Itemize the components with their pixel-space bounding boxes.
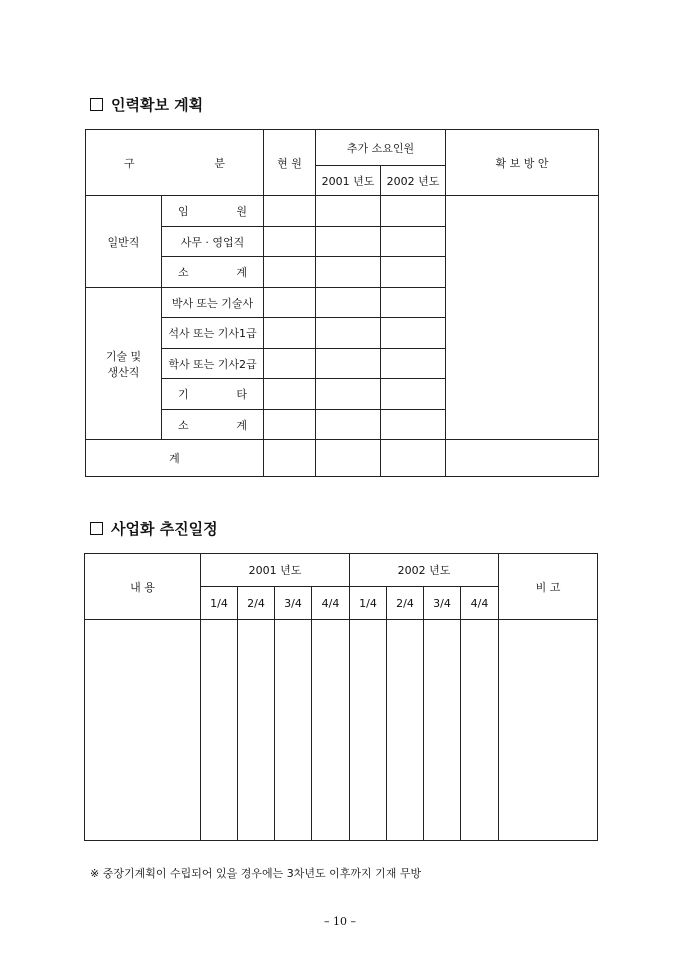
row-label: 소 계 [162,410,264,440]
cell [316,318,381,349]
cell [312,620,350,841]
header-current: 현 원 [264,130,316,196]
header-year-2001: 2001 년도 [316,166,381,196]
cell [316,257,381,288]
header-category: 구 분 [86,130,264,196]
cell [264,379,316,410]
cell [387,620,424,841]
header-remarks: 비 고 [499,554,598,620]
cell [264,349,316,379]
cell [424,620,461,841]
quarter-header: 2/4 [238,587,275,620]
cell [381,349,446,379]
cell [264,288,316,318]
quarter-header: 3/4 [275,587,312,620]
section2-title: 사업화 추진일정 [111,520,218,538]
header-year-2002: 2002 년도 [381,166,446,196]
cell [85,620,201,841]
cell [316,410,381,440]
manpower-plan-table [85,129,599,477]
row-label: 사무 · 영업직 [162,227,264,257]
cell [264,257,316,288]
cell [264,196,316,227]
cell [238,620,275,841]
cell [381,227,446,257]
row-label: 학사 또는 기사2급 [162,349,264,379]
cell [461,620,499,841]
section1-heading [90,94,203,115]
cell [264,440,316,477]
cell [316,196,381,227]
page-number: – 10 – [324,915,356,928]
row-label: 기 타 [162,379,264,410]
section2-heading [90,518,218,539]
cell [499,620,598,841]
quarter-header: 3/4 [424,587,461,620]
cell [264,410,316,440]
cell [316,440,381,477]
header-year-2001: 2001 년도 [201,554,350,587]
row-label: 석사 또는 기사1급 [162,318,264,349]
header-additional: 추가 소요인원 [316,130,446,166]
row-label: 박사 또는 기술사 [162,288,264,318]
quarter-header: 1/4 [201,587,238,620]
cell [275,620,312,841]
group-technical-label: 기술 및 생산직 [86,288,162,440]
group-general-label: 일반직 [86,196,162,288]
cell [381,257,446,288]
row-label: 임 원 [162,196,264,227]
cell [264,227,316,257]
cell [316,227,381,257]
footnote: ※ 중장기계획이 수립되어 있을 경우에는 3차년도 이후까지 기재 무방 [90,867,422,880]
quarter-header: 4/4 [461,587,499,620]
cell [264,318,316,349]
checkbox-square-icon [90,98,103,111]
quarter-header: 4/4 [312,587,350,620]
header-plan: 확 보 방 안 [446,130,599,196]
total-label: 계 [86,440,264,477]
cell [381,440,446,477]
header-content: 내 용 [85,554,201,620]
cell [350,620,387,841]
cell [201,620,238,841]
cell [381,410,446,440]
quarter-header: 2/4 [387,587,424,620]
cell [381,318,446,349]
cell [446,440,599,477]
cell [316,288,381,318]
quarter-header: 1/4 [350,587,387,620]
section1-title: 인력확보 계획 [111,96,204,114]
cell [316,379,381,410]
checkbox-square-icon [90,522,103,535]
cell [381,196,446,227]
plan-cell [446,196,599,440]
cell [381,288,446,318]
row-label: 소 계 [162,257,264,288]
schedule-table [84,553,598,841]
cell [316,349,381,379]
cell [381,379,446,410]
header-year-2002: 2002 년도 [350,554,499,587]
